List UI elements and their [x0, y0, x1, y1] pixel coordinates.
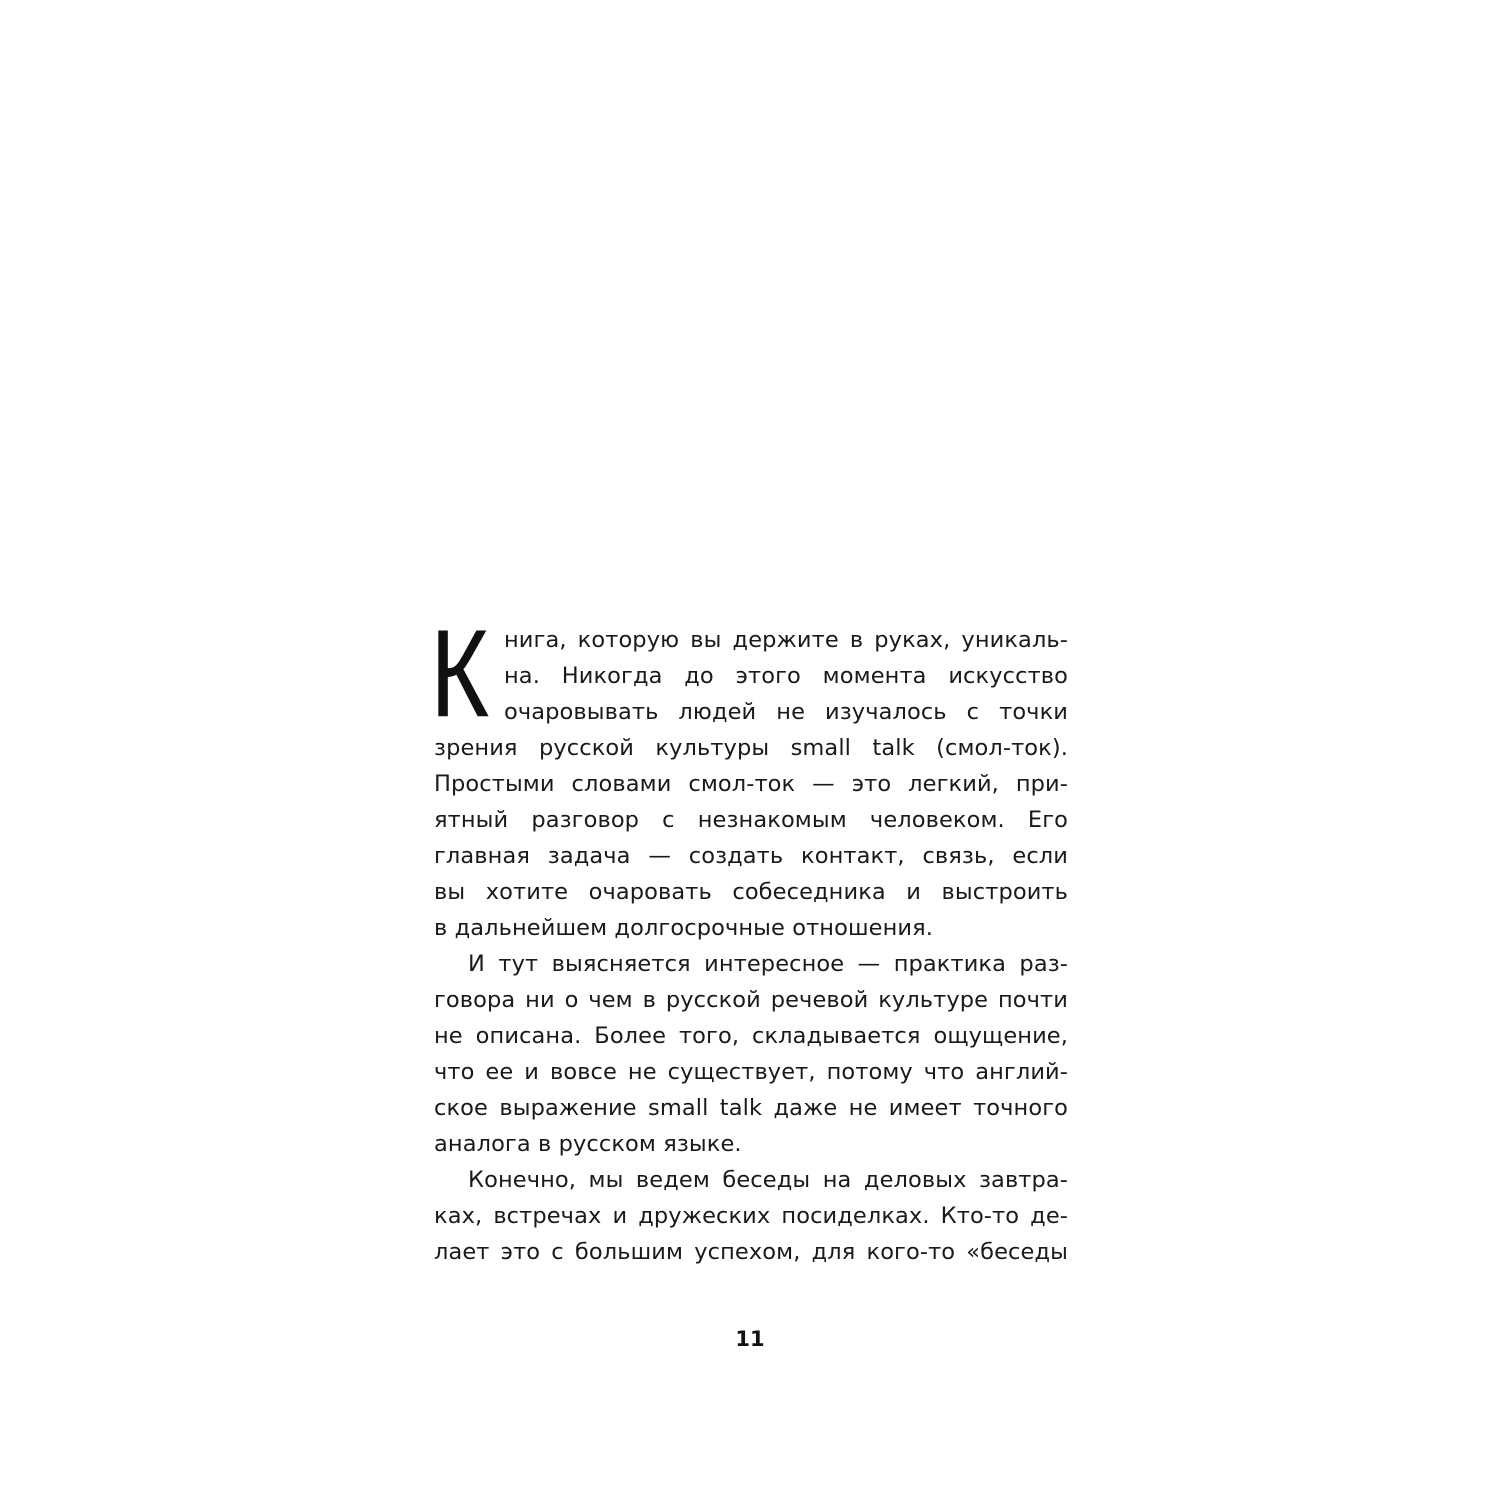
text-line: лает это с большим успехом, для кого-то «беседы [434, 1239, 1068, 1265]
text-line: Конечно, мы ведем беседы на деловых завтра- [468, 1167, 1068, 1193]
text-line: ятный разговор с незнакомым человеком. Его [434, 807, 1068, 833]
text-line: очаровывать людей не изучалось с точки [504, 699, 1068, 725]
text-line: ках, встречах и дружеских посиделках. Кто-то де- [434, 1203, 1068, 1229]
body-text [430, 605, 1068, 1270]
drop-cap: К [430, 605, 490, 743]
page-number: 11 [735, 1327, 765, 1351]
text-line: зрения русской культуры small talk (смол-ток). [434, 735, 1068, 761]
text-line: вы хотите очаровать собеседника и выстроить [434, 879, 1068, 905]
text-line: нига, которую вы держите в руках, уникаль- [504, 627, 1068, 653]
text-line: ское выражение small talk даже не имеет точного [434, 1095, 1068, 1121]
text-line: главная задача — создать контакт, связь, если [434, 843, 1068, 869]
text-line: аналога в русском языке. [434, 1131, 742, 1157]
text-line: в дальнейшем долгосрочные отношения. [434, 915, 934, 941]
text-line: не описана. Более того, складывается ощущение, [434, 1023, 1068, 1049]
text-line: на. Никогда до этого момента искусство [504, 663, 1068, 689]
text-line: что ее и вовсе не существует, потому что англий- [434, 1059, 1068, 1085]
text-line: И тут выясняется интересное — практика раз- [468, 951, 1068, 977]
text-line: говора ни о чем в русской речевой культуре почти [434, 987, 1068, 1013]
paragraph-3 [434, 1162, 1068, 1270]
text-line: Простыми словами смол-ток — это легкий, при- [434, 771, 1068, 797]
paragraph-1 [434, 622, 1068, 946]
paragraph-2 [434, 946, 1068, 1162]
